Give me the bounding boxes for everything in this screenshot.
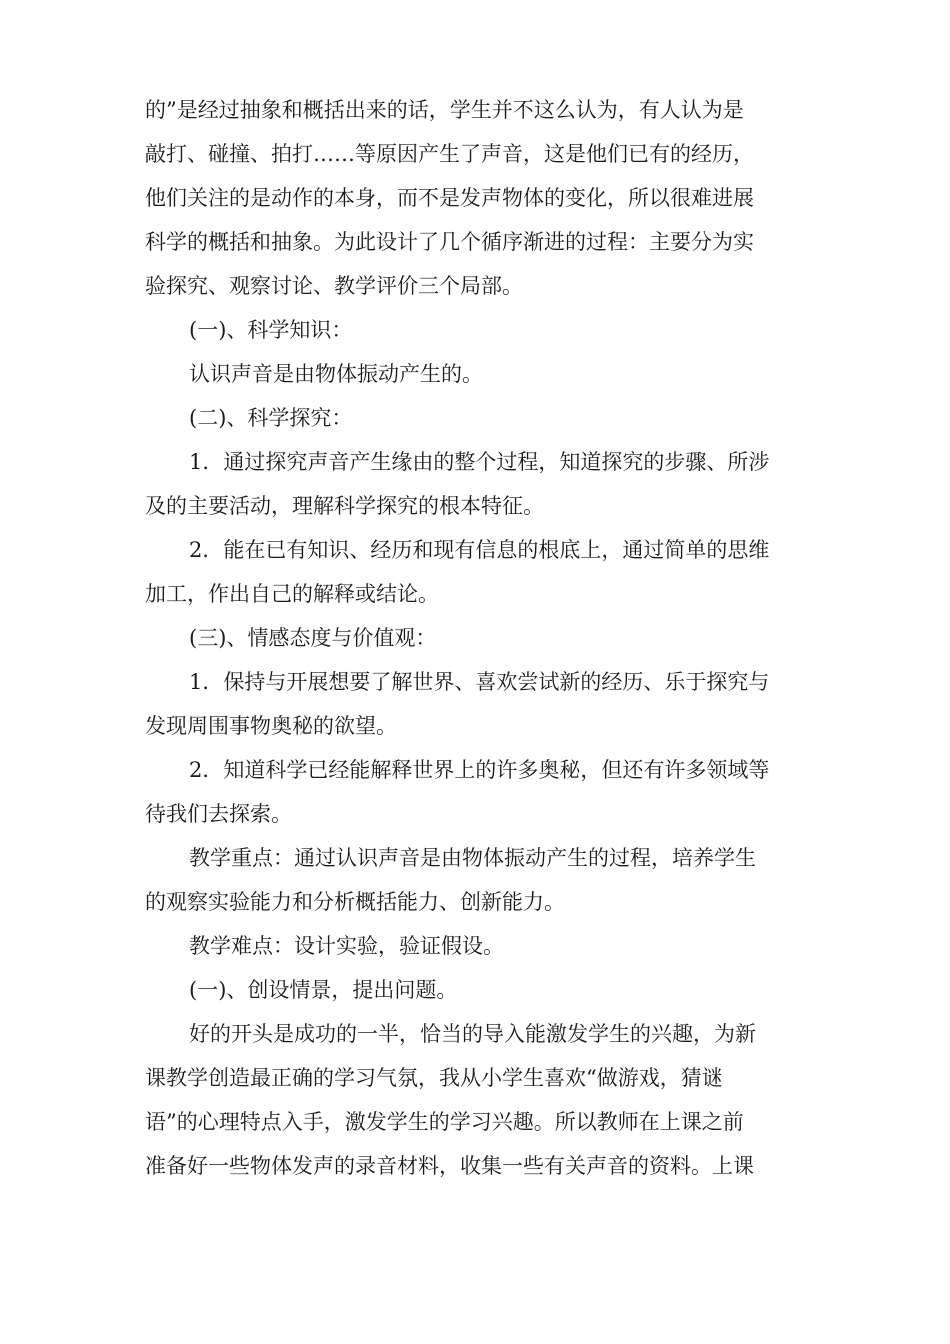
text-line: (二)、科学探究：: [189, 406, 353, 430]
text-line: 他们关注的是动作的本身，而不是发声物体的变化，所以很难进展: [145, 186, 754, 210]
document-body: [145, 88, 810, 1188]
text-line: 待我们去探索。: [145, 802, 292, 826]
text-line: 2．知道科学已经能解释世界上的许多奥秘，但还有许多领域等: [189, 758, 770, 782]
text-line: 教学难点：设计实验，验证假设。: [189, 934, 504, 958]
text-line: 敲打、碰撞、拍打……等原因产生了声音，这是他们已有的经历，: [145, 142, 754, 166]
text-line: (三)、情感态度与价值观：: [189, 626, 437, 650]
text-line: 及的主要活动，理解科学探究的根本特征。: [145, 494, 544, 518]
text-line: 1．通过探究声音产生缘由的整个过程，知道探究的步骤、所涉: [189, 450, 770, 474]
text-line: 准备好一些物体发声的录音材料，收集一些有关声音的资料。上课: [145, 1154, 754, 1178]
text-line: 科学的概括和抽象。为此设计了几个循序渐进的过程：主要分为实: [145, 230, 754, 254]
text-line: 的观察实验能力和分析概括能力、创新能力。: [145, 890, 565, 914]
text-line: (一)、科学知识：: [189, 318, 353, 342]
text-line: 2．能在已有知识、经历和现有信息的根底上，通过简单的思维: [189, 538, 770, 562]
text-line: 发现周围事物奥秘的欲望。: [145, 714, 397, 738]
text-line: 语”的心理特点入手，激发学生的学习兴趣。所以教师在上课之前: [145, 1110, 744, 1134]
text-line: 加工，作出自己的解释或结论。: [145, 582, 439, 606]
text-line: 验探究、观察讨论、教学评价三个局部。: [145, 274, 523, 298]
text-line: 认识声音是由物体振动产生的。: [189, 362, 483, 386]
text-line: (一)、创设情景，提出问题。: [189, 978, 458, 1002]
text-line: 的”是经过抽象和概括出来的话，学生并不这么认为，有人认为是: [145, 98, 744, 122]
text-line: 1．保持与开展想要了解世界、喜欢尝试新的经历、乐于探究与: [189, 670, 770, 694]
text-line: 好的开头是成功的一半，恰当的导入能激发学生的兴趣，为新: [189, 1022, 756, 1046]
text-line: 教学重点：通过认识声音是由物体振动产生的过程，培养学生: [189, 846, 756, 870]
text-line: 课教学创造最正确的学习气氛，我从小学生喜欢“做游戏，猜谜: [145, 1066, 723, 1090]
